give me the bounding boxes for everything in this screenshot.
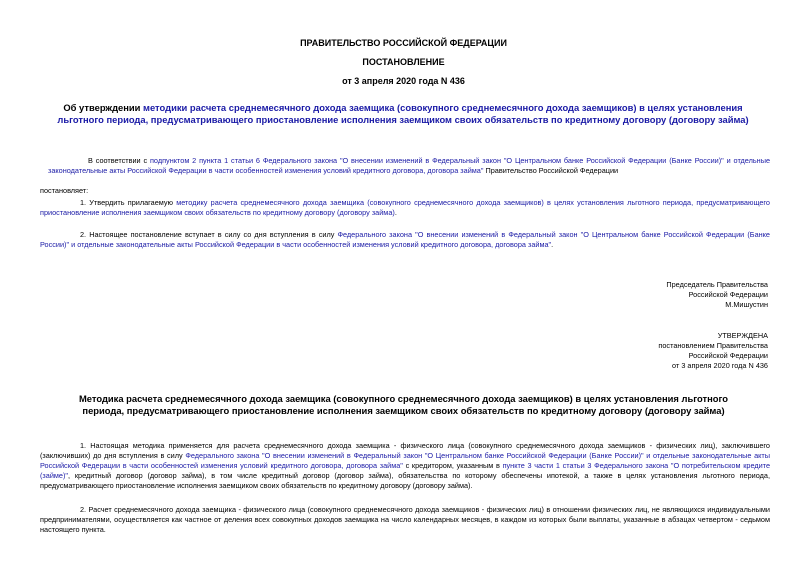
item-1-text-end: . — [394, 208, 397, 217]
approval-block — [658, 331, 768, 371]
method-paragraph-2: 2. Расчет среднемесячного дохода заемщика - физического лица (совокупного среднемесячного дохода заемщиков - физических лиц) в отношении физических лиц, не являющихся индивидуальными предпринимателями, осуществляется как частное от деления всех совокупных доходов заемщика на число календарных месяцев, в каждом из которых были выплаты, указанные в абзацах четвертом - седьмом настоящего пункта. — [40, 505, 770, 534]
item-2-paragraph — [40, 230, 770, 250]
signature-name: М.Мишустин — [725, 300, 768, 309]
method-p1-law-link[interactable]: Федерального закона "О внесении изменений в Федеральный закон "О Центральном банке Российской Федерации (Банке России)" и отдельные законодательные акты Российской Федерации в части особенностей изменения условий кредитного договора, договора займа" — [40, 451, 770, 470]
document-title — [48, 102, 758, 126]
signature-block — [666, 280, 768, 310]
document-type: ПОСТАНОВЛЕНИЕ — [362, 57, 445, 67]
title-prefix: Об утверждении — [63, 102, 144, 113]
approval-date: от 3 апреля 2020 года N 436 — [672, 361, 768, 370]
signature-position: Председатель Правительства — [666, 280, 768, 289]
item-2-text: 2. Настоящее постановление вступает в силу со дня вступления в силу — [80, 230, 338, 239]
item-2-law-link[interactable]: Федерального закона "О внесении изменений в Федеральный закон "О Центральном банке Российской Федерации (Банке России)" и отдельные законодательные акты Российской Федерации в части особенностей изменения условий кредитного договора, договора займа" — [40, 230, 770, 249]
item-2-text-end: . — [551, 240, 554, 249]
item-1-method-link[interactable]: методику расчета среднемесячного дохода заемщика (совокупного среднемесячного дохода заемщиков) в целях установления льготного периода, предусматривающего приостановление исполнения заемщиком своих обязательств по кредитному договору (договору займа) — [40, 198, 770, 217]
title-link[interactable]: методики расчета среднемесячного дохода заемщика (совокупного среднемесячного дохода заемщиков) в целях установления льготного периода, предусматривающего приостановление исполнения заемщиком своих обязательств по кредитному договору (договору займа) — [57, 102, 749, 125]
item-1-paragraph — [40, 198, 770, 218]
government-header: ПРАВИТЕЛЬСТВО РОССИЙСКОЙ ФЕДЕРАЦИИ — [300, 38, 507, 48]
resolves-label: постановляет: — [40, 186, 89, 195]
approval-by: постановлением Правительства — [658, 341, 768, 350]
method-paragraph-1 — [40, 441, 770, 491]
approval-country: Российской Федерации — [688, 351, 768, 360]
approval-title: УТВЕРЖДЕНА — [717, 331, 768, 340]
signature-country: Российской Федерации — [688, 290, 768, 299]
item-1-text: 1. Утвердить прилагаемую — [80, 198, 177, 207]
preamble-paragraph — [48, 156, 770, 176]
method-p1-text-3: , кредитный договор (договор займа), в том числе кредитный договор (договор займа), обязательства по которому обеспечены ипотекой, а также в целях установления льготного периода, предусматривающего приостановление исполнения заемщиком своих обязательств по кредитному договору (договору займа). — [40, 471, 770, 490]
document-date-number: от 3 апреля 2020 года N 436 — [342, 76, 465, 86]
preamble-text: В соответствии с — [88, 156, 150, 165]
preamble-law-link[interactable]: подпунктом 2 пункта 1 статьи 6 Федерального закона "О внесении изменений в Федеральный закон "О Центральном банке Российской Федерации (Банке России)" и отдельные законодательные акты Российской Федерации в части особенностей изменения условий кредитного договора, договора займа" — [48, 156, 771, 175]
preamble-text-end: Правительство Российской Федерации — [483, 166, 619, 175]
method-title: Методика расчета среднемесячного дохода заемщика (совокупного среднемесячного дохода заемщиков) в целях установления льготного периода, предусматривающего приостановление исполнения заемщиком своих обязательств по кредитному договору (договору займа) — [78, 393, 728, 416]
method-p1-text-2: с кредитором, указанным в — [402, 461, 503, 470]
method-p1-consumer-credit-link[interactable]: пункте 3 части 1 статьи 3 Федерального закона "О потребительском кредите (займе)" — [40, 461, 771, 480]
method-p1-text: 1. Настоящая методика применяется для расчета среднемесячного дохода заемщика - физического лица (совокупного среднемесячного дохода заемщиков - физических лиц), заключившего (заключивших) до дня вступления в силу — [40, 441, 770, 460]
